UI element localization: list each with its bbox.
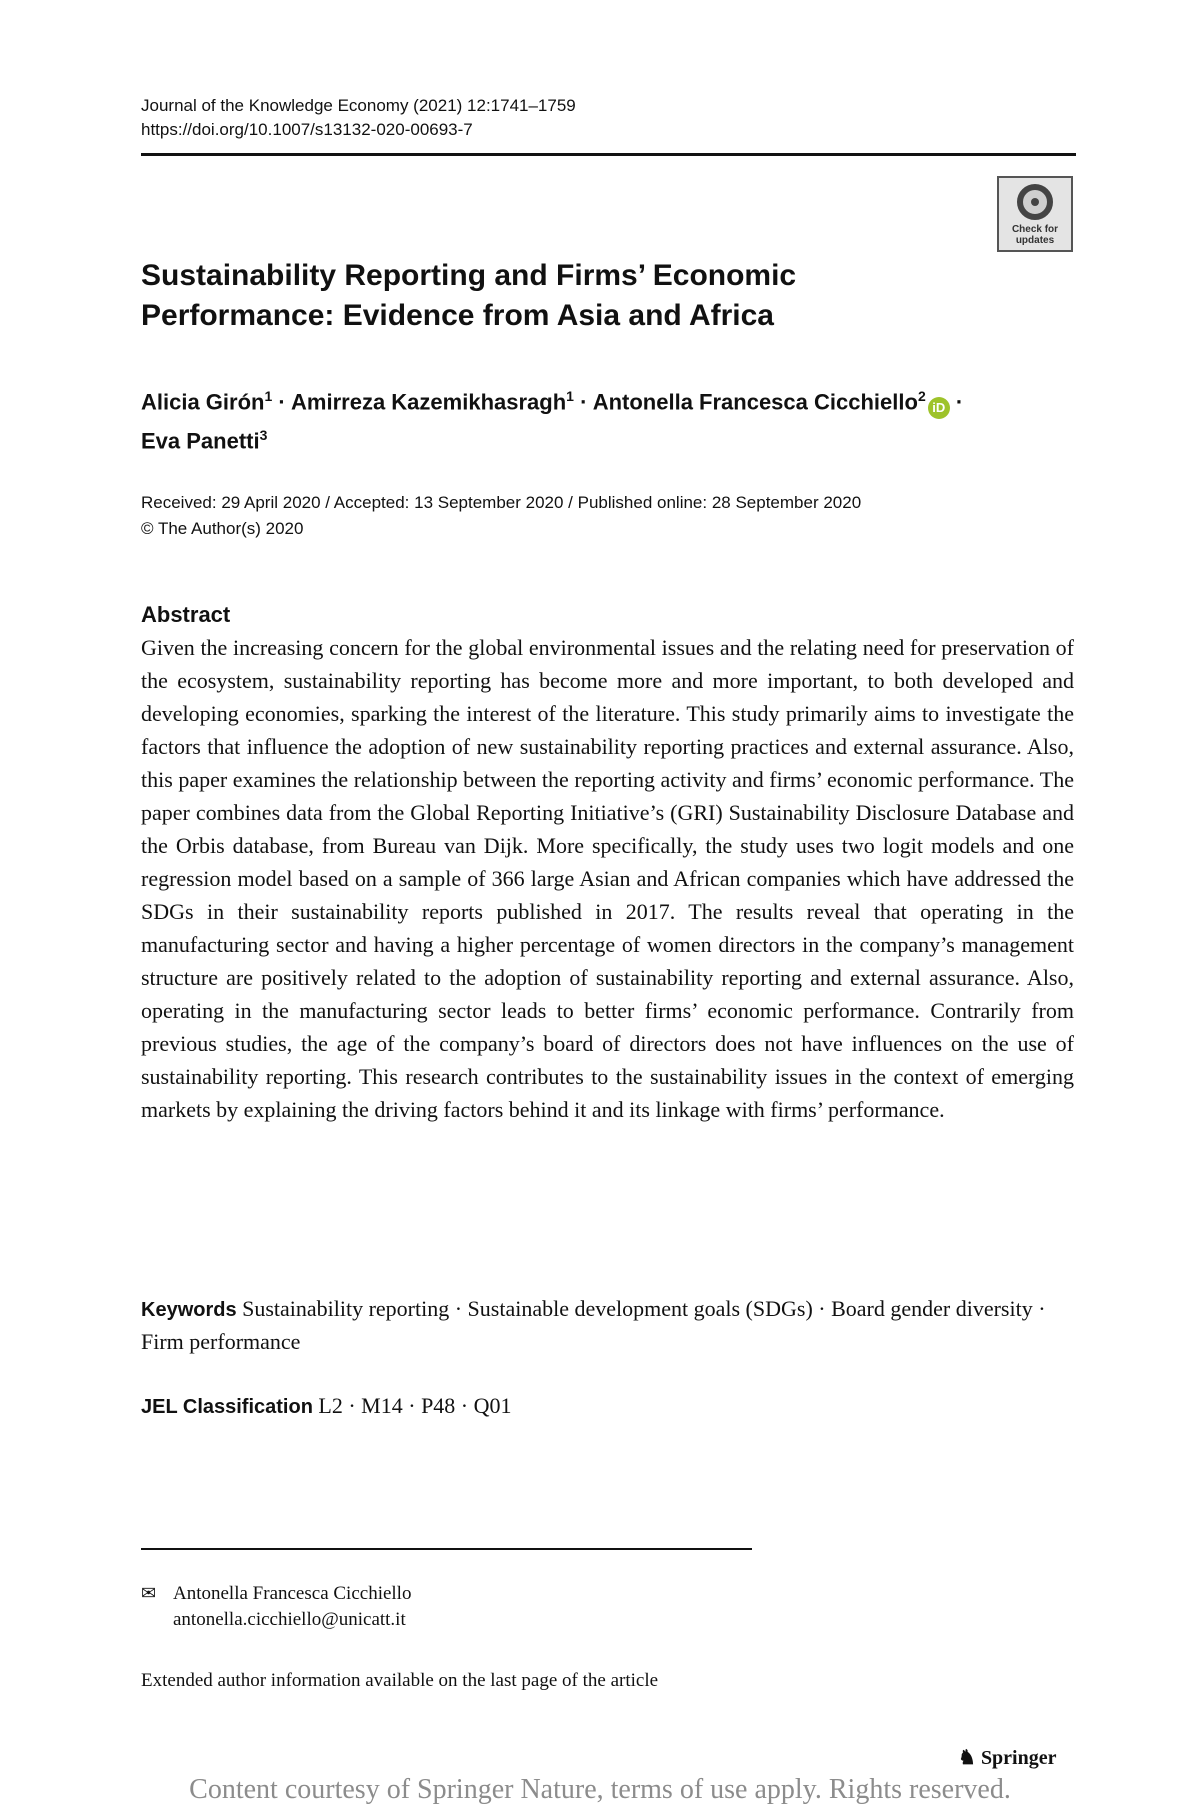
envelope-icon: ✉ (141, 1583, 157, 1603)
publisher-name: Springer (980, 1747, 1057, 1769)
footnote-divider (141, 1548, 752, 1550)
journal-citation: Journal of the Knowledge Economy (2021) 12:1741–1759 (141, 96, 576, 115)
corresponding-name: Antonella Francesca Cicchiello (173, 1583, 412, 1604)
check-for-updates-badge[interactable] (997, 176, 1073, 252)
affiliation-marker: 2 (917, 388, 926, 404)
paper-title-line-2: Performance: Evidence from Asia and Africa (141, 299, 774, 332)
keywords-section (141, 1293, 1074, 1358)
affiliation-marker: 1 (566, 388, 574, 404)
header-divider (141, 153, 1076, 156)
history-dates: Received: 29 April 2020 / Accepted: 13 September 2020 / Published online: 28 September 2020 (141, 493, 862, 512)
crossmark-icon (1017, 184, 1053, 220)
keywords-text: Sustainability reporting · Sustainable development goals (SDGs) · Board gender diversity · Firm performance (141, 1296, 1046, 1354)
doi-link[interactable]: https://doi.org/10.1007/s13132-020-00693-7 (141, 120, 473, 139)
author-separator: · (955, 389, 964, 415)
author-separator: · (278, 389, 286, 415)
corresponding-author (141, 1580, 411, 1633)
courtesy-watermark: Content courtesy of Springer Nature, terms of use apply. Rights reserved. (189, 1774, 1011, 1805)
author-list (141, 380, 1081, 458)
affiliation-marker: 3 (259, 427, 268, 444)
abstract-heading: Abstract (141, 602, 231, 627)
jel-classification (141, 1390, 1074, 1423)
abstract-text: Given the increasing concern for the global environmental issues and the relating need for preservation of the ecosystem, sustainability reporting has become more and more important, to both developed and developing economies, sparking the interest of the literature. This study primarily aims to investigate the factors that influence the adoption of new sustainability reporting practices and external assurance. Also, this paper examines the relationship between the reporting activity and firms’ economic performance. The paper combines data from the Global Reporting Initiative’s (GRI) Sustainability Disclosure Database and the Orbis database, from Bureau van Dijk. More specifically, the study uses two logit models and one regression model based on a sample of 366 large Asian and African companies which have addressed the SDGs in their sustainability reports published in 2017. The results reveal that operating in the manufacturing sector and having a higher percentage of women directors in the company’s management structure are positively related to the adoption of sustainability reporting and external assurance. Also, operating in the manufacturing sector leads to better firms’ economic performance. Contrarily from previous studies, the age of the company’s board of directors does not have influences on the use of sustainability reporting. This research contributes to the sustainability issues in the context of emerging markets by explaining the driving factors behind it and its linkage with firms’ performance. (141, 635, 1074, 1122)
affiliation-marker: 1 (264, 388, 273, 404)
paper-title (141, 256, 961, 336)
springer-horse-icon: ♞ (958, 1747, 976, 1769)
jel-label: JEL Classification (141, 1396, 313, 1418)
author-separator: · (580, 389, 588, 415)
keywords-label: Keywords (141, 1299, 237, 1321)
corresponding-email[interactable]: antonella.cicchiello@unicatt.it (173, 1609, 406, 1630)
author-name[interactable]: Alicia Girón (141, 389, 265, 415)
crossmark-label: Check for updates (1011, 224, 1059, 246)
journal-header (141, 94, 576, 142)
extended-author-info: Extended author information available on the last page of the article (141, 1670, 659, 1691)
jel-codes: L2 · M14 · P48 · Q01 (318, 1393, 512, 1418)
publication-dates (141, 490, 1081, 542)
paper-title-line-1: Sustainability Reporting and Firms’ Economic (141, 259, 797, 292)
copyright-line: © The Author(s) 2020 (141, 519, 304, 538)
author-name[interactable]: Amirreza Kazemikhasragh (291, 389, 567, 415)
springer-logo (958, 1745, 1057, 1770)
orcid-icon[interactable]: iD (928, 397, 950, 419)
author-name[interactable]: Antonella Francesca Cicchiello (592, 389, 918, 415)
author-name[interactable]: Eva Panetti (141, 428, 260, 454)
